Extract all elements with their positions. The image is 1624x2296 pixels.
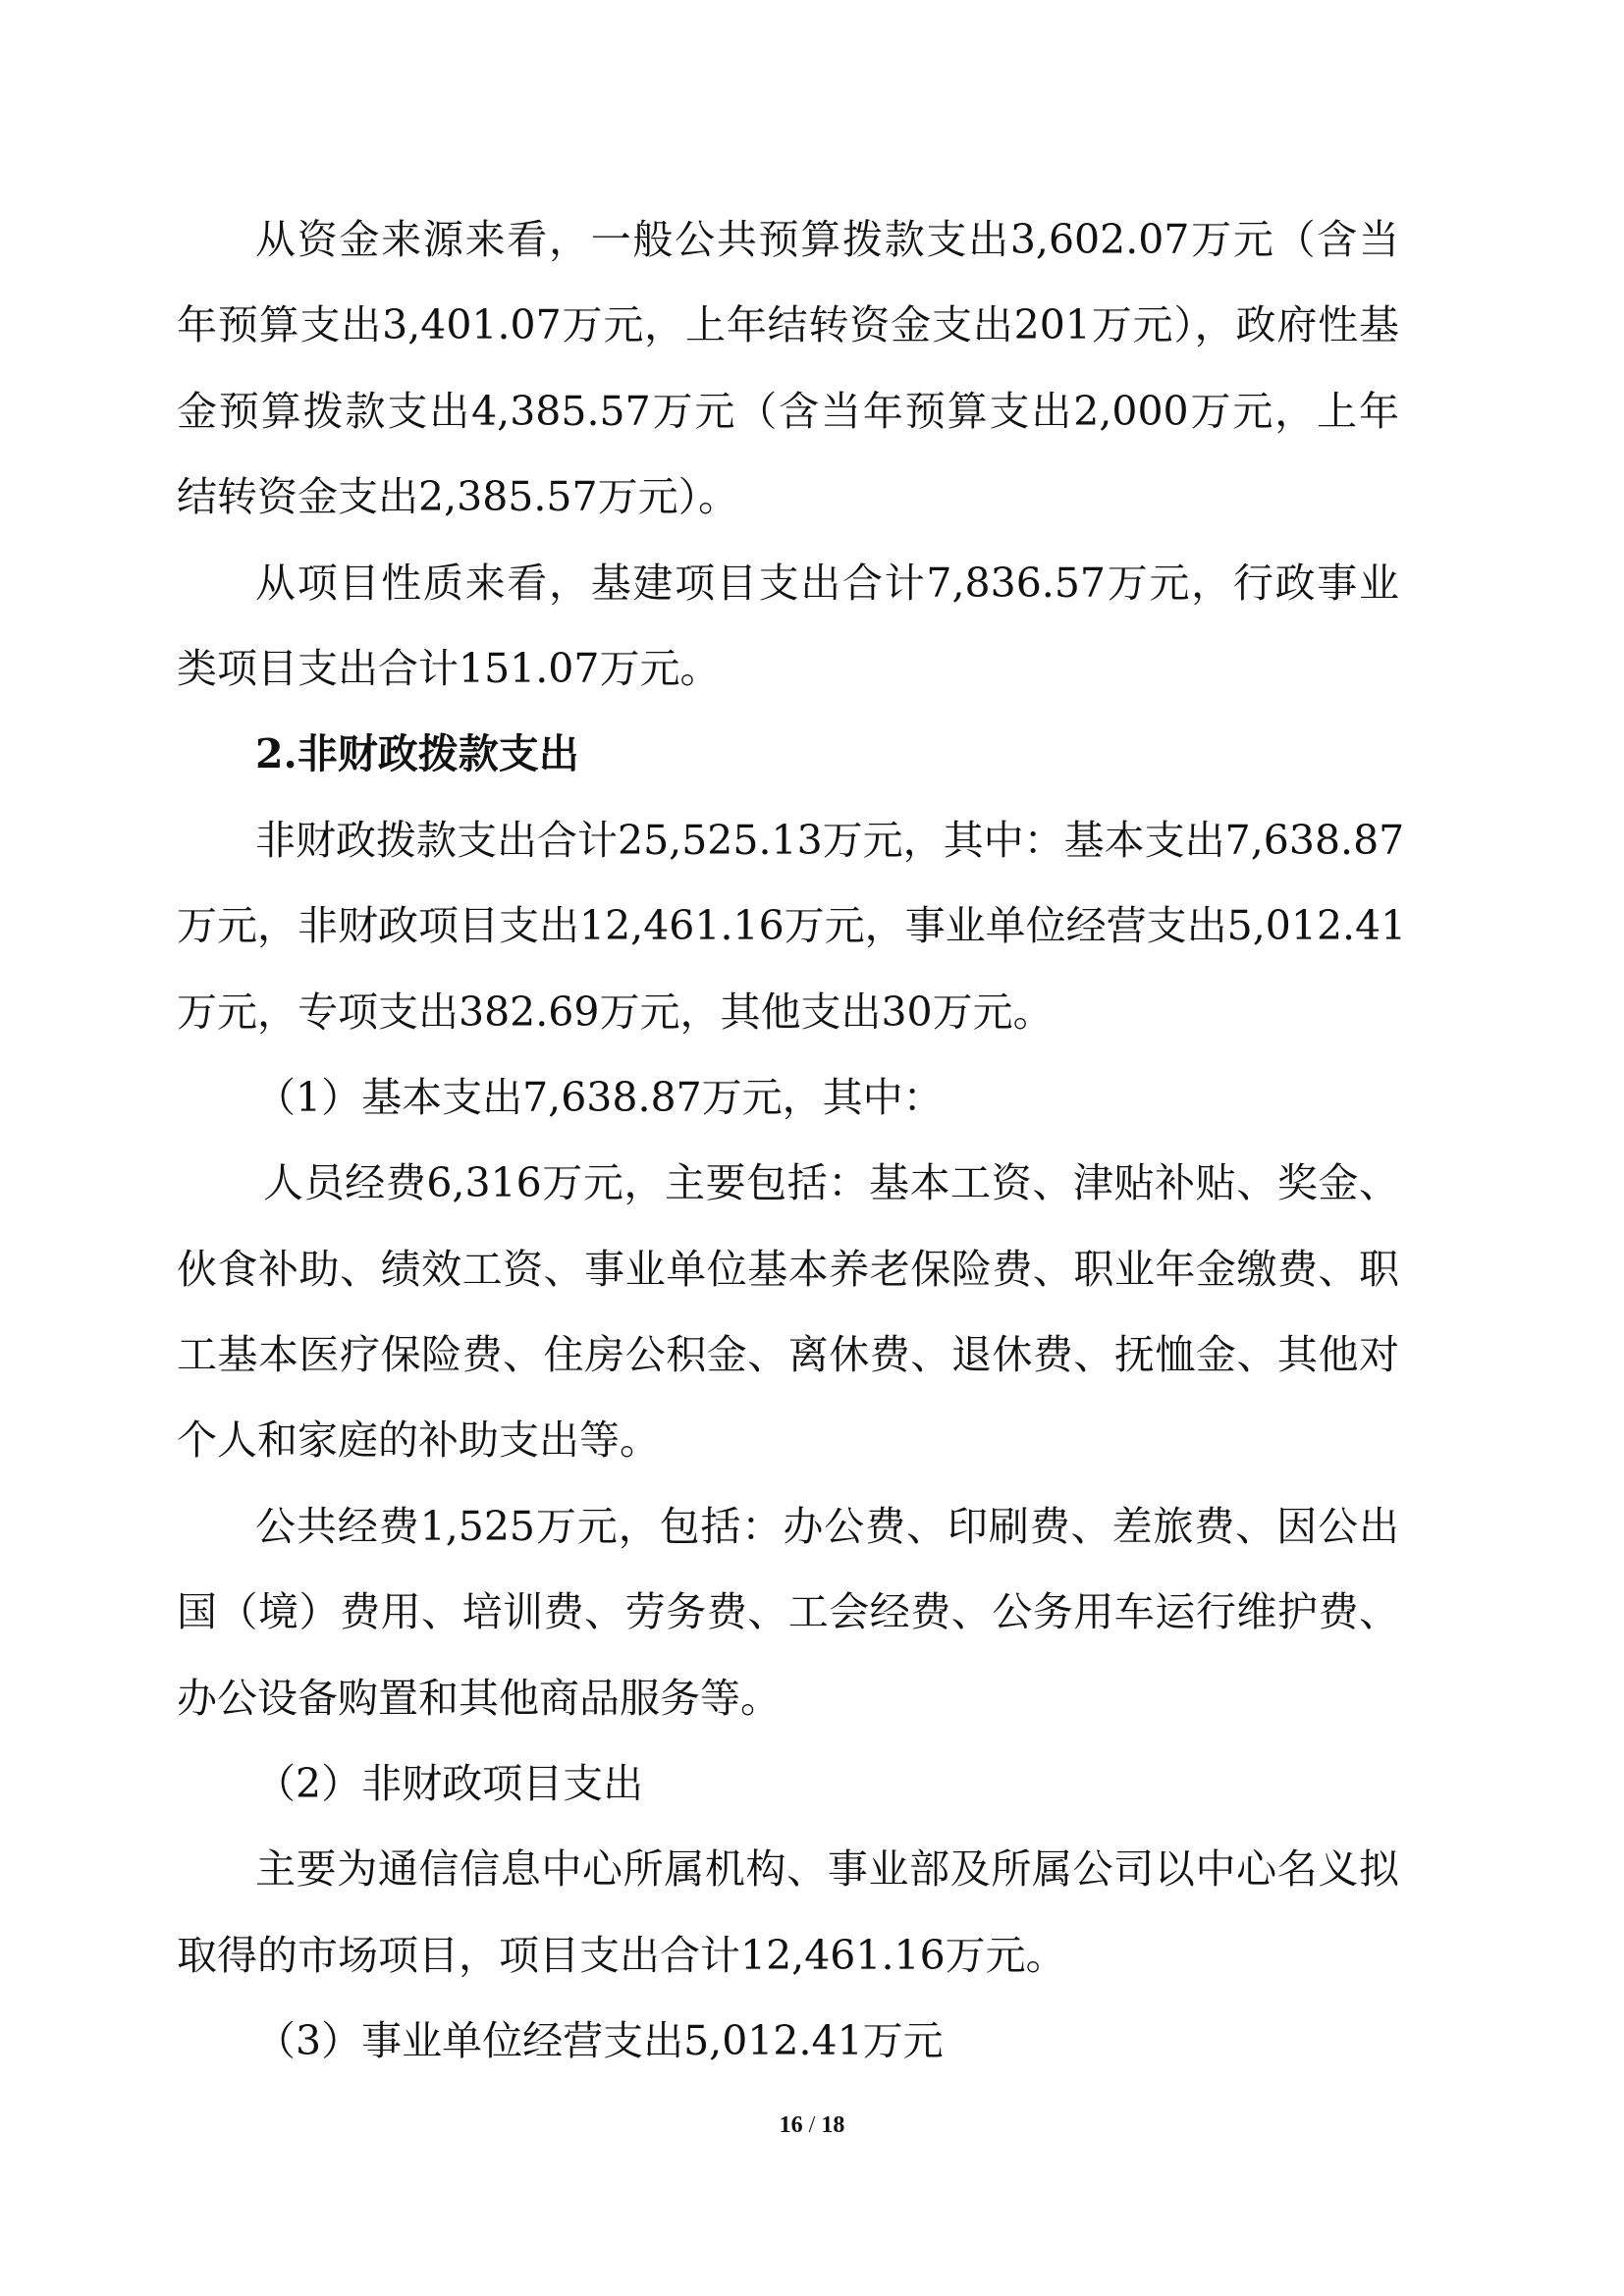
subsection-heading-basic: （1）基本支出7,638.87万元，其中： <box>255 1073 944 1121</box>
document-body <box>177 197 1407 2085</box>
paragraph-project-nature <box>177 541 1399 713</box>
text-line: 个人和家庭的补助支出等。 <box>177 1416 660 1465</box>
text-line: 类项目支出合计151.07万元。 <box>177 644 721 692</box>
text-line: 人员经费6,316万元，主要包括：基本工资、津贴补贴、奖金、 <box>263 1159 1399 1207</box>
text-line: 从资金来源来看，一般公共预算拨款支出3,602.07万元（含当 <box>255 216 1399 263</box>
subsection-heading-operating: （3）事业单位经营支出5,012.41万元 <box>255 2017 944 2065</box>
current-page: 16 <box>779 2112 803 2138</box>
paragraph-public-expenses <box>177 1484 1399 1741</box>
text-line: 主要为通信信息中心所属机构、事业部及所属公司以中心名义拟 <box>255 1845 1399 1894</box>
text-line: 非财政拨款支出合计25,525.13万元，其中：基本支出7,638.87 <box>255 816 1405 864</box>
total-pages: 18 <box>821 2112 845 2138</box>
text-line: 年预算支出3,401.07万元，上年结转资金支出201万元），政府性基 <box>177 301 1399 349</box>
text-line: 公共经费1,525万元，包括：办公费、印刷费、差旅费、因公出 <box>255 1502 1399 1550</box>
text-line: 金预算拨款支出4,385.57万元（含当年预算支出2,000万元，上年 <box>177 387 1399 435</box>
paragraph-funding-source <box>177 197 1399 541</box>
text-line: 从项目性质来看，基建项目支出合计7,836.57万元，行政事业 <box>255 559 1399 607</box>
page-separator: / <box>808 2112 816 2138</box>
subsection-heading-non-fiscal-project: （2）非财政项目支出 <box>255 1760 644 1808</box>
text-line: 取得的市场项目，项目支出合计12,461.16万元。 <box>177 1931 1066 1979</box>
text-line: 国（境）费用、培训费、劳务费、工会经费、公务用车运行维护费、 <box>177 1588 1399 1636</box>
text-line: 万元，非财政项目支出12,461.16万元，事业单位经营支出5,012.41 <box>177 902 1407 950</box>
paragraph-non-fiscal-project <box>177 1827 1399 1999</box>
text-line: 办公设备购置和其他商品服务等。 <box>177 1674 781 1722</box>
section-heading: 2.非财政拨款支出 <box>255 730 579 778</box>
page-number <box>0 2112 1624 2139</box>
text-line: 伙食补助、绩效工资、事业单位基本养老保险费、职业年金缴费、职 <box>177 1245 1399 1293</box>
paragraph-personnel-expenses <box>177 1141 1399 1484</box>
text-line: 万元，专项支出382.69万元，其他支出30万元。 <box>177 988 1054 1036</box>
text-line: 结转资金支出2,385.57万元）。 <box>177 473 739 521</box>
paragraph-non-fiscal-total <box>177 798 1407 1055</box>
text-line: 工基本医疗保险费、住房公积金、离休费、退休费、抚恤金、其他对 <box>177 1331 1399 1379</box>
